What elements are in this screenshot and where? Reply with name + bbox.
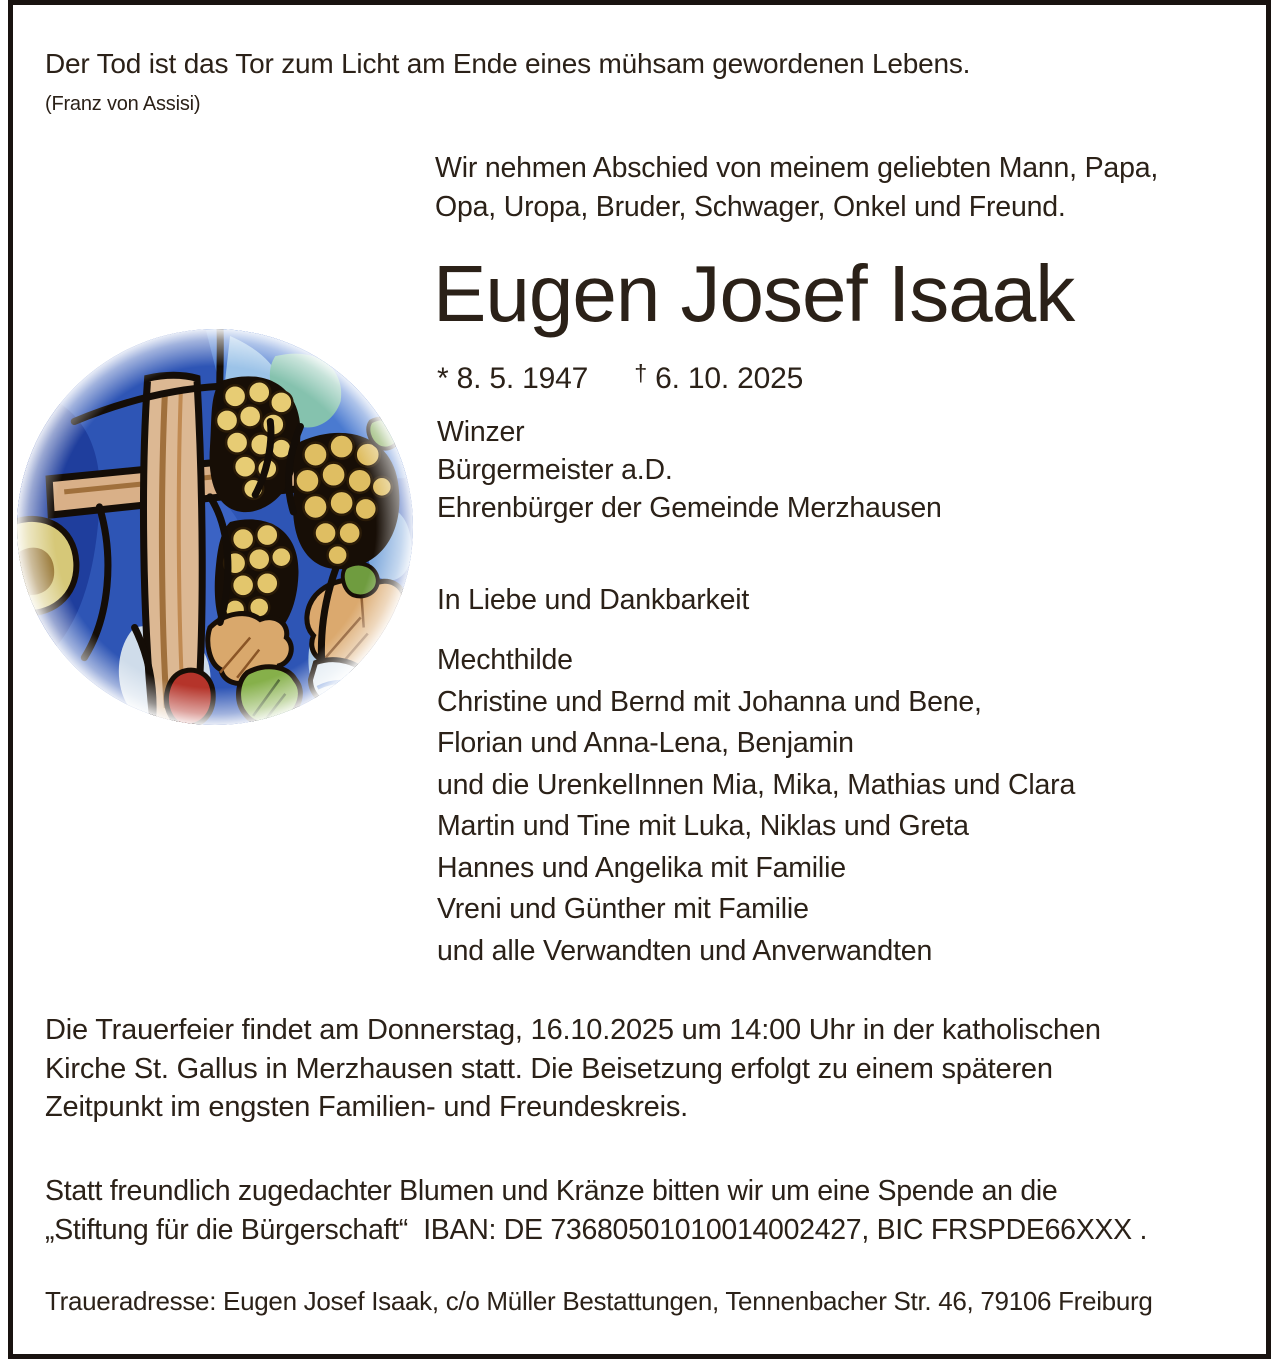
donation-paragraph xyxy=(45,1172,1147,1249)
farewell-line: Opa, Uropa, Bruder, Schwager, Onkel und Freund. xyxy=(435,191,1066,223)
family-list xyxy=(437,640,1075,972)
deceased-titles xyxy=(437,413,942,527)
family-line: Vreni und Günther mit Familie xyxy=(437,893,809,925)
birth-star-symbol: * xyxy=(437,362,449,395)
family-line: und die UrenkelInnen Mia, Mika, Mathias und Clara xyxy=(437,768,1076,801)
service-line: Zeitpunkt im engsten Familien- und Freundeskreis. xyxy=(45,1091,688,1124)
donation-line: Statt freundlich zugedachter Blumen und Kränze bitten wir um eine Spende an die xyxy=(45,1175,1058,1207)
family-line: und alle Verwandten und Anverwandten xyxy=(437,934,933,967)
life-dates xyxy=(437,362,803,396)
service-line: Die Trauerfeier findet am Donnerstag, 16.10.2025 um 14:00 Uhr in der katholischen xyxy=(45,1014,1101,1046)
service-paragraph xyxy=(45,1011,1101,1127)
stained-glass-image xyxy=(14,326,416,728)
family-line: Christine und Bernd mit Johanna und Bene, xyxy=(437,685,982,718)
family-line: Mechthilde xyxy=(437,644,573,676)
family-line: Martin und Tine mit Luka, Niklas und Greta xyxy=(437,810,969,842)
farewell-paragraph xyxy=(435,149,1158,227)
mourning-address: Traueradresse: Eugen Josef Isaak, c/o Müller Bestattungen, Tennenbacher Str. 46, 79106 Freiburg xyxy=(45,1286,1153,1316)
death-dagger-symbol: † xyxy=(634,360,648,386)
epigraph-quote: Der Tod ist das Tor zum Licht am Ende eines mühsam gewordenen Lebens. xyxy=(45,48,971,79)
title-line: Winzer xyxy=(437,416,525,448)
mourning-heading: In Liebe und Dankbarkeit xyxy=(437,584,750,616)
donation-line: „Stiftung für die Bürgerschaft“ IBAN: DE 73680501010014002427, BIC FRSPDE66XXX . xyxy=(45,1213,1148,1246)
family-line: Hannes und Angelika mit Familie xyxy=(437,851,846,884)
deceased-name: Eugen Josef Isaak xyxy=(433,249,1075,338)
death-date: † 6. 10. 2025 xyxy=(634,360,804,395)
farewell-line: Wir nehmen Abschied von meinem geliebten Mann, Papa, xyxy=(435,152,1159,184)
family-line: Florian und Anna-Lena, Benjamin xyxy=(437,727,854,759)
service-line: Kirche St. Gallus in Merzhausen statt. Die Beisetzung erfolgt zu einem späteren xyxy=(45,1052,1053,1085)
epigraph-attribution: (Franz von Assisi) xyxy=(45,93,201,115)
title-line: Bürgermeister a.D. xyxy=(437,454,673,486)
birth-date: * 8. 5. 1947 xyxy=(437,362,589,395)
title-line: Ehrenbürger der Gemeinde Merzhausen xyxy=(437,492,942,524)
